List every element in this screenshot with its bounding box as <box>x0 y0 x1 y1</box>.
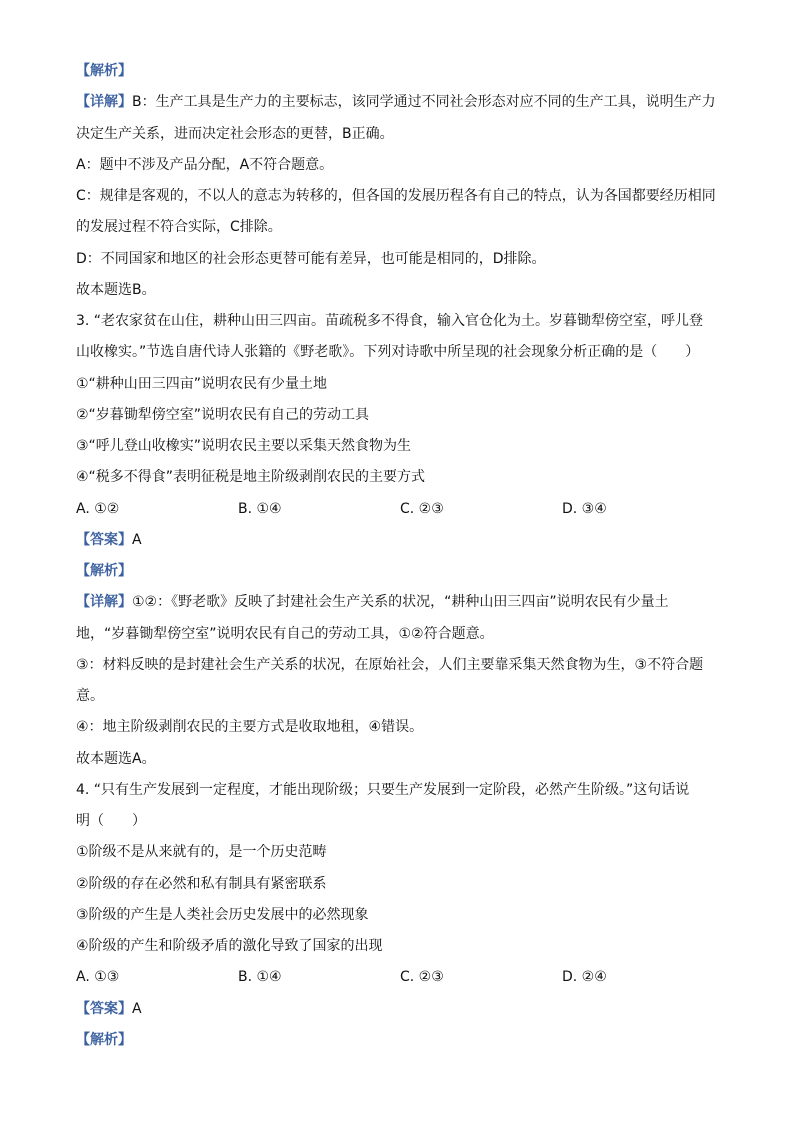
option-d: D. ②④ <box>562 969 607 986</box>
analysis-tag: 【解析】 <box>76 563 132 579</box>
analysis-heading <box>76 560 726 582</box>
conclusion-text: 故本题选A。 <box>76 750 156 767</box>
option-d-analysis: D：不同国家和地区的社会形态更替可能有差异，也可能是相同的，D排除。 <box>76 250 546 267</box>
question-3-item: ④“税多不得食”表明征税是地主阶级剥削农民的主要方式 <box>76 469 426 486</box>
answer-tag: 【答案】 <box>76 531 132 548</box>
option-a: A. ①② <box>76 500 120 517</box>
option-d: D. ③④ <box>562 500 607 517</box>
question-4-item: ③阶级的产生是人类社会历史发展中的必然现象 <box>76 906 369 923</box>
conclusion-text: 故本题选B。 <box>76 281 156 298</box>
document-page <box>76 60 726 1051</box>
question-3-answer <box>76 529 726 551</box>
option-c-analysis-cont: 的发展过程不符合实际，C排除。 <box>76 219 282 236</box>
detail-tag: 【详解】 <box>76 94 132 111</box>
question-3-stem: 3. “老农家贫在山住，耕种山田三四亩。苗疏税多不得食，输入官仓化为土。岁暮锄犁傍空室，呼儿登 <box>76 313 704 329</box>
item-4-analysis: ④：地主阶级剥削农民的主要方式是收取地租，④错误。 <box>76 719 424 736</box>
question-3-stem-cont: 山收橡实。”节选自唐代诗人张籍的《野老歌》。下列对诗歌中所呈现的社会现象分析正确的是（ ） <box>76 344 700 361</box>
question-4-options <box>76 966 726 988</box>
question-3-item: ③“呼儿登山收橡实”说明农民主要以采集天然食物为生 <box>76 438 412 454</box>
option-b: B. ①④ <box>238 969 282 986</box>
question-3-options <box>76 498 726 520</box>
analysis-tag: 【解析】 <box>76 1031 132 1048</box>
analysis-tag: 【解析】 <box>76 63 132 79</box>
option-a: A. ①③ <box>76 969 120 986</box>
detail-text: B：生产工具是生产力的主要标志，该同学通过不同社会形态对应不同的生产工具，说明生产力 <box>132 94 716 111</box>
option-c-analysis: C：规律是客观的，不以人的意志为转移的，但各国的发展历程各有自己的特点，认为各国都要经历相同 <box>76 188 716 204</box>
question-3-item: ①“耕种山田三四亩”说明农民有少量土地 <box>76 375 328 392</box>
question-4-answer <box>76 998 726 1020</box>
detail-paragraph-line <box>76 591 726 613</box>
question-3-item: ②“岁暮锄犁傍空室”说明农民有自己的劳动工具 <box>76 406 370 423</box>
option-b: B. ①④ <box>238 500 282 517</box>
question-4-item: ①阶级不是从来就有的，是一个历史范畴 <box>76 844 327 861</box>
question-4-item: ②阶级的存在必然和私有制具有紧密联系 <box>76 875 327 892</box>
answer-tag: 【答案】 <box>76 1000 132 1017</box>
option-c: C. ②③ <box>400 969 444 986</box>
detail-paragraph-line <box>76 91 726 113</box>
detail-text: ①②：《野老歌》反映了封建社会生产关系的状况，“耕种山田三四亩”说明农民有少量土 <box>132 594 669 611</box>
detail-paragraph-line: 地，“岁暮锄犁傍空室”说明农民有自己的劳动工具，①②符合题意。 <box>76 625 494 642</box>
detail-paragraph-line: 决定生产关系，进而决定社会形态的更替，B正确。 <box>76 125 394 142</box>
question-4-stem: 4. “只有生产发展到一定程度，才能出现阶级；只要生产发展到一定阶段，必然产生阶级。”这句话说 <box>76 781 690 798</box>
option-a-analysis: A：题中不涉及产品分配，A不符合题意。 <box>76 156 334 173</box>
detail-tag: 【详解】 <box>76 594 132 611</box>
question-4-item: ④阶级的产生和阶级矛盾的激化导致了国家的出现 <box>76 938 383 954</box>
answer-value: A <box>132 531 142 548</box>
option-c: C. ②③ <box>400 500 444 517</box>
item-3-analysis-cont: 意。 <box>76 688 104 704</box>
question-4-stem-cont: 明（ ） <box>76 813 146 829</box>
answer-value: A <box>132 1000 142 1017</box>
analysis-heading <box>76 60 726 82</box>
item-3-analysis: ③：材料反映的是封建社会生产关系的状况，在原始社会，人们主要靠采集天然食物为生，③不符合题 <box>76 656 704 673</box>
analysis-heading <box>76 1029 726 1051</box>
